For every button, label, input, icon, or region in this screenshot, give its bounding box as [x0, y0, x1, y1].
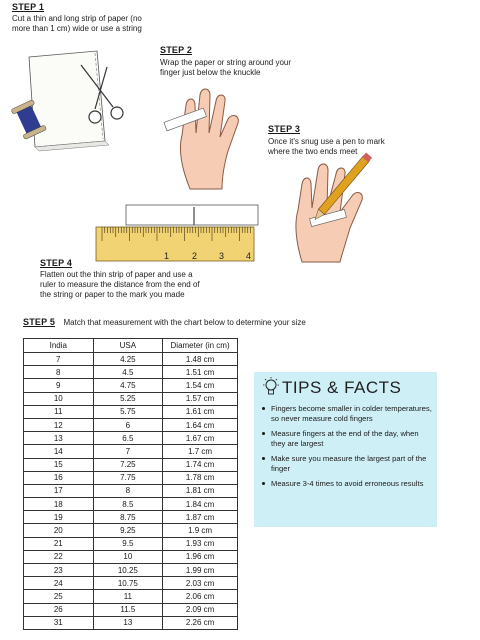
ruler-number: 1: [164, 251, 170, 261]
table-row: [24, 432, 238, 445]
cell-usa: 11: [93, 590, 163, 603]
step-3-line: where the two ends meet: [268, 147, 358, 156]
cell-usa: 8.5: [93, 498, 163, 511]
lightbulb-icon: [262, 377, 280, 397]
tip-text: Make sure you measure the largest part of the finger: [271, 454, 427, 473]
tip-text: Fingers become smaller in colder temperatures, so never measure cold fingers: [271, 404, 432, 423]
cell-usa: 4.5: [93, 366, 163, 379]
cell-usa: 8.75: [93, 511, 163, 524]
cell-india: 21: [24, 537, 94, 550]
cell-diameter: 1.78 cm: [163, 471, 238, 484]
table-row: [24, 498, 238, 511]
cell-usa: 13: [93, 616, 163, 629]
hand-wrap-illustration: [160, 85, 250, 195]
cell-diameter: 1.7 cm: [163, 445, 238, 458]
cell-india: 26: [24, 603, 94, 616]
cell-india: 17: [24, 484, 94, 497]
step-5-row: [23, 312, 306, 330]
cell-diameter: 1.48 cm: [163, 353, 238, 366]
cell-usa: 7: [93, 445, 163, 458]
step-3-line: Once it's snug use a pen to mark: [268, 137, 385, 146]
step-2-line: finger just below the knuckle: [160, 68, 261, 77]
tip-item: [262, 404, 432, 423]
step-4-line: Flatten out the thin strip of paper and use a: [40, 270, 193, 279]
column-header-india: India: [24, 339, 94, 353]
bullet-icon: [262, 482, 265, 485]
cell-diameter: 1.54 cm: [163, 379, 238, 392]
tip-item: [262, 429, 432, 448]
step-4-title: STEP 4: [40, 258, 73, 268]
cell-india: 16: [24, 471, 94, 484]
table-row: [24, 392, 238, 405]
cell-india: 14: [24, 445, 94, 458]
paper-scissors-illustration: [15, 45, 135, 155]
table-row: [24, 590, 238, 603]
cell-usa: 10: [93, 550, 163, 563]
column-header-diameter: Diameter (in cm): [163, 339, 238, 353]
step-5-title: STEP 5: [23, 317, 56, 327]
cell-india: 25: [24, 590, 94, 603]
ruler-number: 4: [246, 251, 252, 261]
cell-india: 23: [24, 564, 94, 577]
cell-diameter: 2.09 cm: [163, 603, 238, 616]
column-header-usa: USA: [93, 339, 163, 353]
table-row: [24, 445, 238, 458]
step-2-line: Wrap the paper or string around your: [160, 58, 292, 67]
bullet-icon: [262, 457, 265, 460]
cell-diameter: 1.64 cm: [163, 418, 238, 431]
table-row: [24, 418, 238, 431]
bullet-icon: [262, 407, 265, 410]
step-3-title: STEP 3: [268, 124, 301, 134]
ruler-number: 2: [192, 251, 198, 261]
cell-india: 7: [24, 353, 94, 366]
cell-india: 11: [24, 405, 94, 418]
step-5-text: Match that measurement with the chart below to determine your size: [63, 318, 306, 327]
tips-list: [262, 404, 432, 495]
cell-usa: 9.25: [93, 524, 163, 537]
ruler-number: 3: [219, 251, 225, 261]
cell-diameter: 1.9 cm: [163, 524, 238, 537]
cell-diameter: 1.99 cm: [163, 564, 238, 577]
cell-diameter: 1.51 cm: [163, 366, 238, 379]
tip-text: Measure fingers at the end of the day, when they are largest: [271, 429, 419, 448]
cell-diameter: 1.93 cm: [163, 537, 238, 550]
cell-usa: 5.25: [93, 392, 163, 405]
cell-usa: 11.5: [93, 603, 163, 616]
hand-mark-illustration: [282, 150, 392, 265]
cell-diameter: 1.84 cm: [163, 498, 238, 511]
table-row: [24, 458, 238, 471]
cell-usa: 6.5: [93, 432, 163, 445]
cell-usa: 10.25: [93, 564, 163, 577]
cell-india: 31: [24, 616, 94, 629]
cell-india: 22: [24, 550, 94, 563]
table-header-row: [24, 339, 238, 353]
cell-diameter: 1.81 cm: [163, 484, 238, 497]
step-1-line: Cut a thin and long strip of paper (no: [12, 14, 142, 23]
cell-usa: 4.75: [93, 379, 163, 392]
tip-item: [262, 454, 432, 473]
cell-usa: 10.75: [93, 577, 163, 590]
table-row: [24, 603, 238, 616]
cell-india: 18: [24, 498, 94, 511]
step-4-text: [40, 270, 270, 300]
step-2-text: [160, 58, 330, 78]
table-row: [24, 577, 238, 590]
table-row: [24, 379, 238, 392]
table-row: [24, 353, 238, 366]
cell-usa: 5.75: [93, 405, 163, 418]
cell-usa: 7.25: [93, 458, 163, 471]
tip-text: Measure 3-4 times to avoid erroneous results: [271, 479, 424, 488]
step-1-title: STEP 1: [12, 2, 45, 12]
cell-diameter: 2.26 cm: [163, 616, 238, 629]
cell-diameter: 1.96 cm: [163, 550, 238, 563]
cell-india: 15: [24, 458, 94, 471]
cell-india: 20: [24, 524, 94, 537]
cell-usa: 6: [93, 418, 163, 431]
table-row: [24, 366, 238, 379]
cell-india: 12: [24, 418, 94, 431]
cell-diameter: 1.61 cm: [163, 405, 238, 418]
ring-size-table: [23, 338, 238, 630]
table-row: [24, 550, 238, 563]
table-row: [24, 616, 238, 629]
step-1-line: more than 1 cm) wide or use a string: [12, 24, 142, 33]
cell-usa: 9.5: [93, 537, 163, 550]
cell-diameter: 1.67 cm: [163, 432, 238, 445]
cell-usa: 8: [93, 484, 163, 497]
cell-diameter: 1.87 cm: [163, 511, 238, 524]
cell-india: 19: [24, 511, 94, 524]
step-4-line: ruler to measure the distance from the end of: [40, 280, 200, 289]
cell-india: 24: [24, 577, 94, 590]
tips-title: TIPS & FACTS: [282, 378, 402, 397]
table-row: [24, 405, 238, 418]
cell-diameter: 2.06 cm: [163, 590, 238, 603]
table-row: [24, 524, 238, 537]
cell-usa: 4.25: [93, 353, 163, 366]
cell-india: 9: [24, 379, 94, 392]
tips-facts-box: [254, 372, 437, 527]
step-1-text: [12, 14, 192, 34]
step-2-title: STEP 2: [160, 45, 193, 55]
ruler-illustration: [96, 205, 266, 265]
cell-india: 10: [24, 392, 94, 405]
table-row: [24, 537, 238, 550]
cell-diameter: 1.57 cm: [163, 392, 238, 405]
cell-diameter: 1.74 cm: [163, 458, 238, 471]
table-row: [24, 564, 238, 577]
table-row: [24, 471, 238, 484]
table-row: [24, 484, 238, 497]
table-row: [24, 511, 238, 524]
cell-india: 13: [24, 432, 94, 445]
tip-item: [262, 479, 432, 489]
bullet-icon: [262, 432, 265, 435]
cell-diameter: 2.03 cm: [163, 577, 238, 590]
step-4-line: the string or paper to the mark you made: [40, 290, 185, 299]
cell-usa: 7.75: [93, 471, 163, 484]
cell-india: 8: [24, 366, 94, 379]
